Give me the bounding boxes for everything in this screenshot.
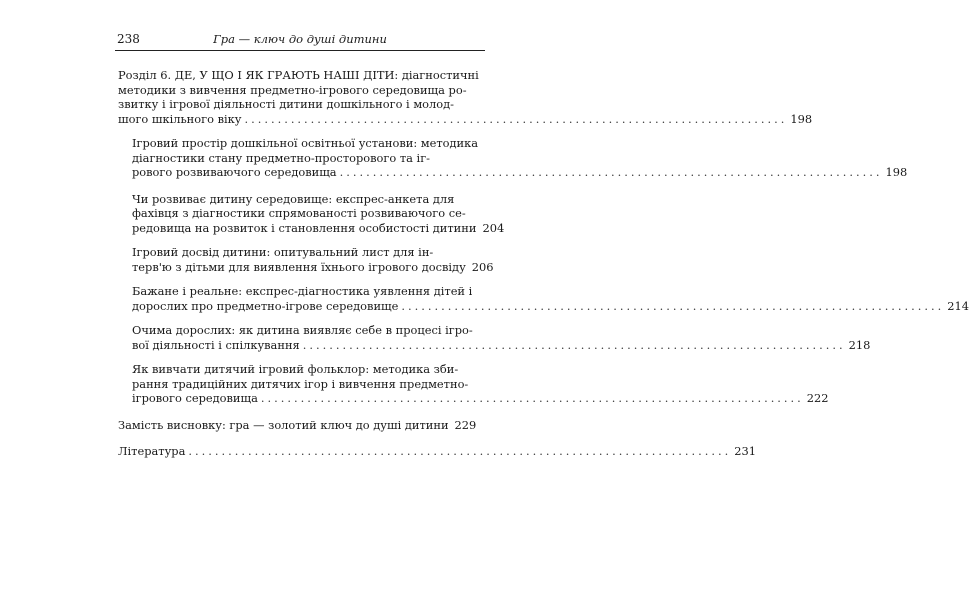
toc-line: звитку і ігрової діяльності дитини дошкільного і молод- — [118, 97, 454, 111]
toc-entry-literature — [118, 444, 757, 459]
dot-leader: .................................................................................. — [244, 111, 788, 126]
page-number: 238 — [117, 32, 140, 46]
table-of-contents — [118, 68, 969, 459]
toc-line: дорослих про предметно-ігрове середовище — [132, 298, 399, 313]
toc-page-number: 214 — [947, 298, 969, 313]
toc-page-number: 229 — [454, 417, 477, 432]
running-title: Гра — ключ до душі дитини — [213, 32, 387, 46]
toc-line: Як вивчати дитячий ігровий фольклор: методика зби- — [132, 362, 459, 376]
toc-line: рання традиційних дитячих ігор і вивчення предметно- — [132, 376, 469, 391]
toc-line: Розділ 6. ДЕ, У ЩО І ЯК ГРАЮТЬ НАШІ ДІТИ: діагностичні — [118, 68, 479, 82]
toc-line: Ігровий досвід дитини: опитувальний лист для ін- — [132, 245, 434, 259]
toc-line: фахівця з діагностики спрямованості розвиваючого се- — [132, 206, 466, 220]
toc-page-number: 206 — [471, 259, 494, 274]
toc-line: терв'ю з дітьми для виявлення їхнього ігрового досвіду — [132, 259, 466, 274]
toc-page-number: 222 — [806, 391, 829, 405]
toc-line: шого шкільного віку — [118, 111, 242, 126]
toc-line: вої діяльності і спілкування — [132, 337, 300, 352]
toc-entry-folklore — [132, 362, 829, 406]
toc-line: методики з вивчення предметно-ігрового середовища ро- — [118, 82, 467, 97]
toc-page-number: 218 — [848, 337, 871, 352]
toc-page-number: 198 — [790, 111, 813, 126]
toc-line: Чи розвиває дитину середовище: експрес-анкета для — [132, 191, 455, 206]
toc-line: Очима дорослих: як дитина виявляє себе в процесі ігро- — [132, 323, 473, 337]
dot-leader: .................................................................................. — [302, 337, 846, 352]
running-header — [115, 32, 485, 51]
toc-line: Замість висновку: гра — золотий ключ до душі дитини — [118, 417, 449, 432]
dot-leader: .................................................................................. — [339, 165, 883, 179]
toc-page-number: 231 — [734, 444, 757, 458]
toc-entry-game-space — [132, 136, 908, 180]
toc-line: ігрового середовища — [132, 391, 258, 405]
toc-page-number: 198 — [885, 165, 908, 179]
toc-entry-adults-eyes — [132, 323, 871, 352]
toc-line: Бажане і реальне: експрес-діагностика уявлення дітей і — [132, 284, 473, 298]
toc-line: діагностики стану предметно-просторового та іг- — [132, 150, 431, 165]
toc-line: Ігровий простір дошкільної освітньої установи: методика — [132, 136, 479, 150]
toc-page-number: 204 — [482, 220, 505, 235]
toc-line: Література — [118, 444, 186, 458]
toc-line: редовища на розвиток і становлення особистості дитини — [132, 220, 477, 235]
dot-leader: .................................................................................. — [260, 391, 804, 405]
toc-line: рового розвиваючого середовища — [132, 165, 337, 179]
dot-leader: .................................................................................. — [401, 298, 945, 313]
toc-entry-desired-real — [132, 284, 969, 313]
toc-entry-game-experience — [132, 245, 494, 274]
dot-leader: .................................................................................. — [188, 444, 732, 458]
toc-entry-environment — [132, 191, 505, 236]
toc-entry-chapter-6 — [118, 68, 813, 126]
toc-entry-conclusion — [118, 417, 477, 433]
